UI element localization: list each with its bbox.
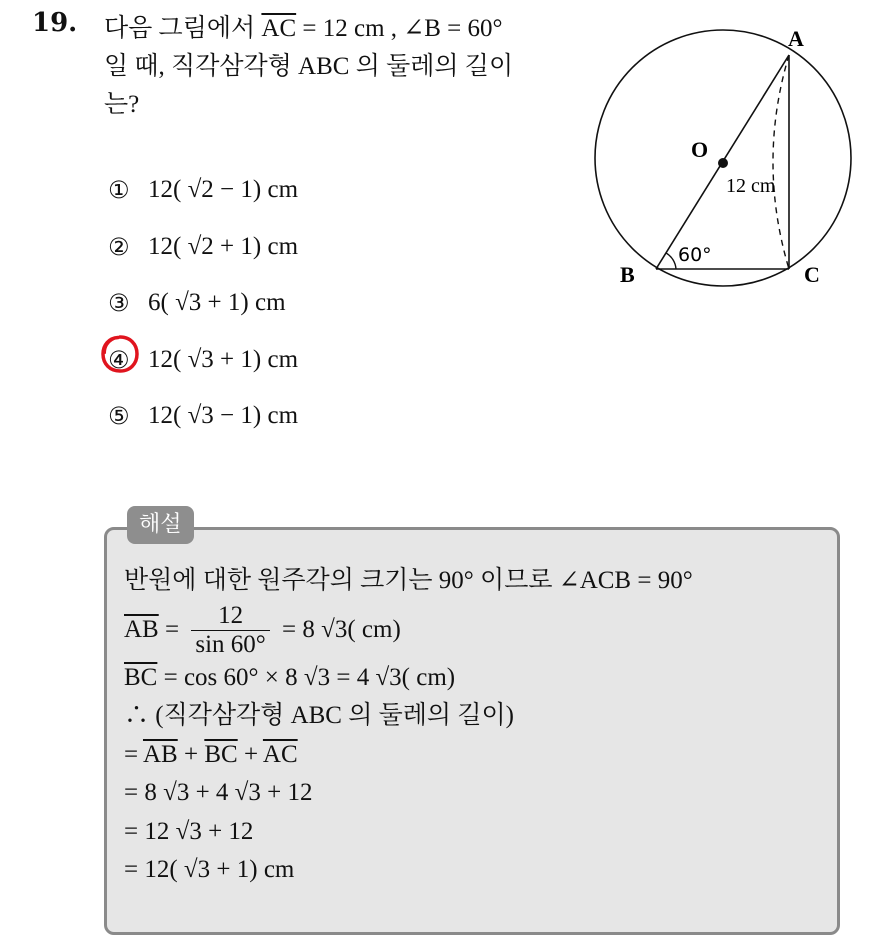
choice-2-text: 12( √2 + 1) cm [148, 232, 299, 260]
fraction-denominator: sin 60° [195, 631, 266, 659]
fraction [191, 602, 269, 659]
segment-bc: $\overline{BC}$ [124, 663, 158, 691]
choice-3[interactable] [108, 275, 298, 332]
fraction-numerator: 12 [191, 602, 269, 631]
solution-line-3: $\overline{BC} = \cos 60^\circ \times 8$ √3 = 4 √3( cm) [124, 663, 456, 691]
solution-line-6: = 8 √3 + 4 √3 + 12 [124, 779, 313, 806]
solution-line-8: = 12( √3 + 1) cm [124, 856, 295, 883]
angle-arc [666, 253, 676, 269]
center-point [718, 158, 728, 168]
label-a: A [788, 26, 804, 51]
choice-2-mark: ② [108, 232, 130, 261]
label-o: O [691, 137, 709, 162]
angle-label: 60° [678, 244, 712, 266]
choice-5-text: 12( √3 − 1) cm [148, 402, 299, 430]
segment-ab: $\overline{AB}$ [124, 615, 159, 643]
choice-5[interactable] [108, 388, 298, 445]
solution-line-2: $\overline{AB}$ = $\frac{12}{\sin 60^\circ}$ = 8 √3( cm) [124, 602, 401, 659]
question-text [104, 10, 574, 124]
choice-1[interactable] [108, 162, 298, 219]
label-b: B [620, 262, 635, 287]
choice-3-text: 6( √3 + 1) cm [148, 289, 286, 317]
choice-4-text: 12( √3 + 1) cm [148, 345, 299, 373]
answer-choices [108, 162, 298, 445]
choice-4[interactable] [108, 332, 298, 389]
solution-line-5: = $\overline{AB} + \overline{BC} + \overline{AC}$ [124, 740, 298, 768]
question-line-2: 일 때, 직각삼각형 ABC 의 둘레의 길이 [104, 53, 514, 80]
choice-3-mark: ③ [108, 289, 130, 318]
label-c: C [804, 262, 820, 287]
choice-1-mark: ① [108, 176, 130, 205]
segment-ac: $\overline{AC}$ [261, 15, 297, 42]
question-line-3: 는? [104, 91, 140, 118]
solution-line-1: 반원에 대한 원주각의 크기는 90° 이므로 ∠ACB = 90° [124, 567, 693, 594]
question-line-1: 다음 그림에서 $\overline{AC} = 12$ cm , ∠B = 60° [104, 15, 503, 42]
dashed-arc [773, 55, 789, 269]
solution-line-4: ∴ (직각삼각형 ABC 의 둘레의 길이) [124, 702, 514, 729]
circle-triangle-figure [580, 20, 870, 300]
side-label: 12 cm [726, 175, 776, 197]
choice-1-text: 12( √2 − 1) cm [148, 176, 299, 204]
question-number: 19. [32, 8, 78, 38]
choice-4-mark: ④ [108, 345, 130, 374]
solution-content [124, 562, 693, 890]
solution-tab: 해설 [127, 506, 194, 544]
choice-5-mark: ⑤ [108, 402, 130, 431]
solution-line-7: = 12 √3 + 12 [124, 817, 254, 845]
choice-2[interactable] [108, 219, 298, 276]
